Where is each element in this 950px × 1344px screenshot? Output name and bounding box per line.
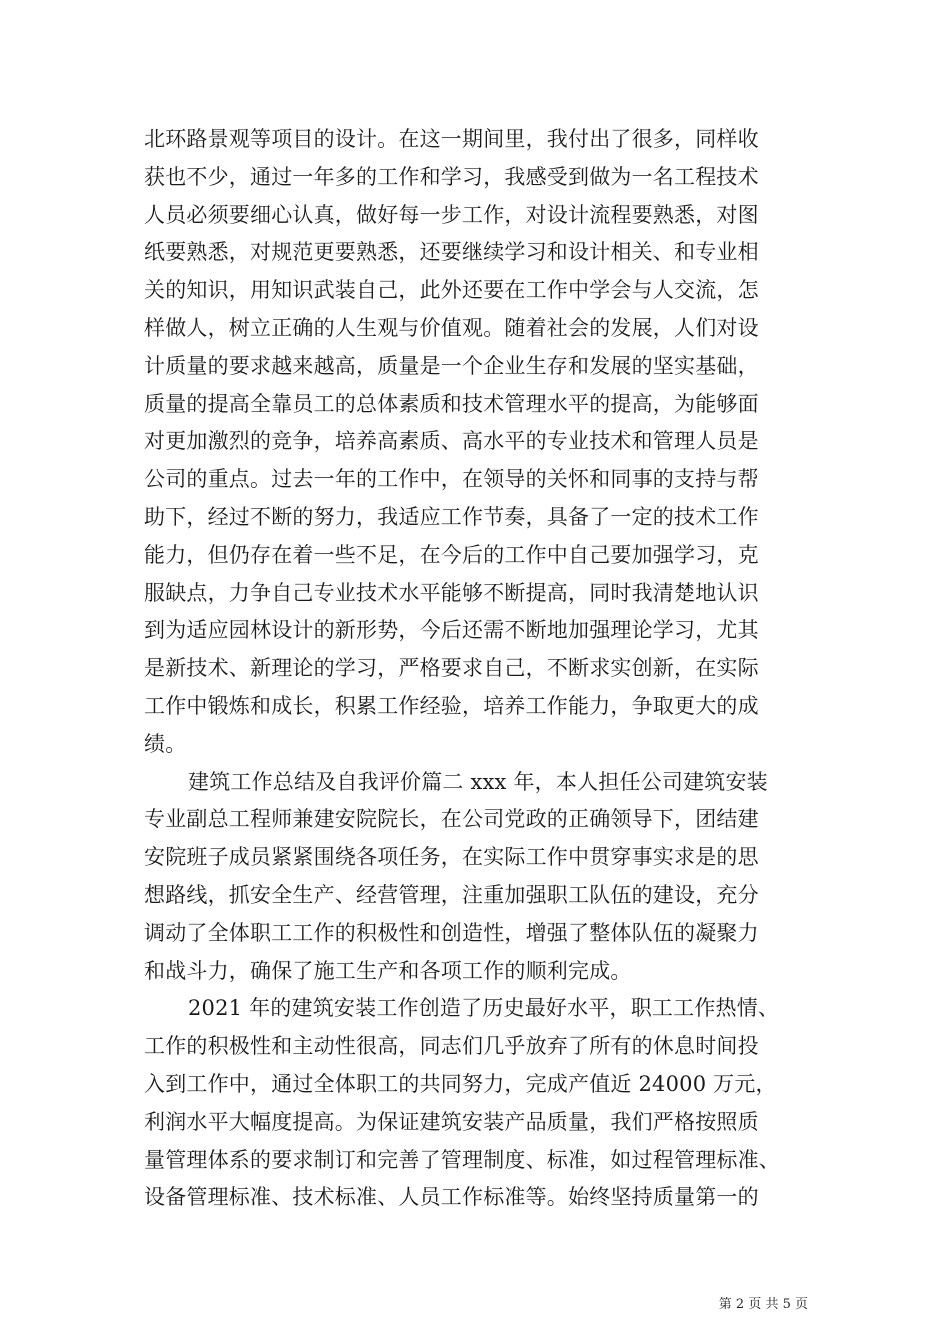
text-line: 获也不少，通过一年多的工作和学习，我感受到做为一名工程技术 [144, 164, 759, 189]
text-line: 公司的重点。过去一年的工作中，在领导的关怀和同事的支持与帮 [144, 467, 759, 492]
text-line: 工作的积极性和主动性很高，同志们几乎放弃了所有的休息时间投 [144, 1034, 759, 1059]
document-body [144, 121, 808, 1217]
paragraph-3 [144, 990, 808, 1217]
text-line: 入到工作中，通过全体职工的共同努力，完成产值近 24000 万元， [144, 1071, 777, 1096]
text-line: 绩。 [144, 731, 187, 756]
text-line: 安院班子成员紧紧围绕各项任务，在实际工作中贯穿事实求是的思 [144, 845, 759, 870]
text-line: 和战斗力，确保了施工生产和各项工作的顺利完成。 [144, 958, 632, 983]
text-line: 能力，但仍存在着一些不足，在今后的工作中自己要加强学习，克 [144, 542, 759, 567]
text-line: 2021 年的建筑安装工作创造了历史最好水平，职工工作热情、 [188, 996, 780, 1021]
text-line: 服缺点，力争自己专业技术水平能够不断提高，同时我清楚地认识 [144, 580, 759, 605]
text-line: 想路线，抓安全生产、经营管理，注重加强职工队伍的建设，充分 [144, 882, 759, 907]
text-line: 关的知识，用知识武装自己，此外还要在工作中学会与人交流，怎 [144, 278, 759, 303]
text-line: 专业副总工程师兼建安院院长，在公司党政的正确领导下，团结建 [144, 807, 759, 832]
text-line: 工作中锻炼和成长，积累工作经验，培养工作能力，争取更大的成 [144, 693, 759, 718]
paragraph-2 [144, 764, 808, 991]
text-line: 对更加激烈的竞争，培养高素质、高水平的专业技术和管理人员是 [144, 429, 759, 454]
text-line: 是新技术、新理论的学习，严格要求自己，不断求实创新，在实际 [144, 656, 759, 681]
text-line: 调动了全体职工工作的积极性和创造性，增强了整体队伍的凝聚力 [144, 920, 759, 945]
text-line: 量管理体系的要求制订和完善了管理制度、标准，如过程管理标准、 [144, 1147, 780, 1172]
page-number: 第 2 页 共 5 页 [718, 1297, 808, 1312]
text-line: 计质量的要求越来越高，质量是一个企业生存和发展的坚实基础， [144, 353, 759, 378]
paragraph-1 [144, 121, 808, 764]
text-line: 建筑工作总结及自我评价篇二 xxx 年，本人担任公司建筑安装 [188, 769, 768, 794]
text-line: 到为适应园林设计的新形势，今后还需不断地加强理论学习，尤其 [144, 618, 759, 643]
text-line: 利润水平大幅度提高。为保证建筑安装产品质量，我们严格按照质 [144, 1109, 759, 1134]
text-line: 人员必须要细心认真，做好每一步工作，对设计流程要熟悉，对图 [144, 202, 759, 227]
text-line: 设备管理标准、技术标准、人员工作标准等。始终坚持质量第一的 [144, 1185, 759, 1210]
text-line: 北环路景观等项目的设计。在这一期间里，我付出了很多，同样收 [144, 127, 759, 151]
text-line: 助下，经过不断的努力，我适应工作节奏，具备了一定的技术工作 [144, 504, 759, 529]
text-line: 纸要熟悉，对规范更要熟悉，还要继续学习和设计相关、和专业相 [144, 240, 759, 265]
text-line: 样做人，树立正确的人生观与价值观。随着社会的发展，人们对设 [144, 315, 759, 340]
text-line: 质量的提高全靠员工的总体素质和技术管理水平的提高，为能够面 [144, 391, 759, 416]
